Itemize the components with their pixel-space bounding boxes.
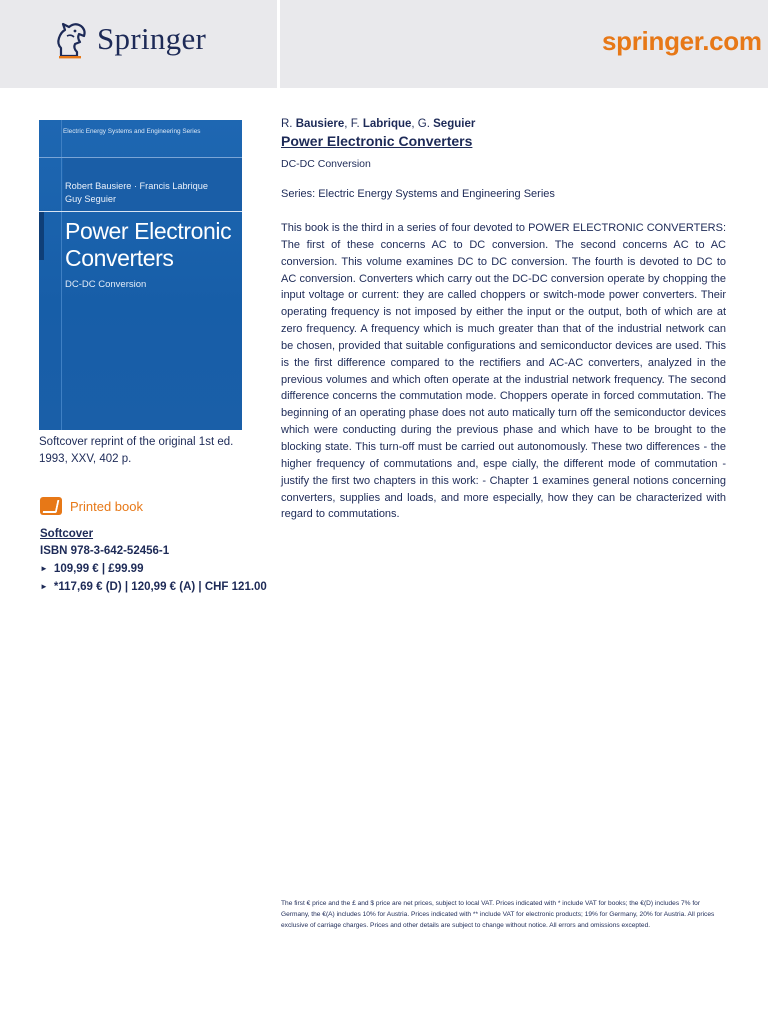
reprint-info: Softcover reprint of the original 1st ed. 1993, XXV, 402 p. <box>39 436 234 465</box>
book-series: Series: Electric Energy Systems and Engineering Series <box>281 188 555 200</box>
price-secondary: *117,69 € (D) | 120,99 € (A) | CHF 121.00 <box>53 581 267 593</box>
price-primary: 109,99 € | £99.99 <box>53 563 144 575</box>
author-initial: R. <box>281 118 293 130</box>
springer-logo[interactable] <box>53 18 206 60</box>
author-line: R. Bausiere, F. Labrique, G. Seguier <box>281 118 476 130</box>
binding-link[interactable]: Softcover <box>40 528 94 540</box>
author-initial: G. <box>417 118 430 130</box>
book-cover <box>39 120 242 430</box>
arrow-right-icon: ► <box>40 582 48 591</box>
book-description: This book is the third in a series of four devoted to POWER ELECTRONIC CONVERTERS: The first of these concerns AC to DC conversion. The second concerns AC to AC conversion. This volume examines DC to DC conversion. The fourth is devoted to DC to AC conversion. Converters which carry out the DC-DC conversion operate by chopping the input voltage or current: they are called choppers or switch-mode power converters. Their operating frequency is not imposed by either the input or the output, both of which are at zero frequency. A frequency which is much greater than that of the industrial network can be chosen, provided that suitable configurations and semiconductor devices are used. This is the first difference compared to the rectifiers and AC-AC converters, analyzed in the previous volumes and which often operate at the industrial network frequency. The second difference concerns the commutation mode. Choppers operate in forced commutation. The beginning of an operating phase does not auto matically turn off the semiconductor devices which were conducting during the previous phase and which have to be brought to the blocking state. This turn-off must be carried out autonomously. These two differences - the higher frequency of commutations and, espe cially, the different mode of commutation -justify the first two chapters in this work: - Chapter 1 examines general notions concerning converters, supplies and loads, and more especially, how they can be characterized with regard to commutations. <box>281 222 726 521</box>
cover-title-line2: Converters <box>65 245 174 271</box>
cover-divider <box>39 211 242 212</box>
cover-series: Electric Energy Systems and Engineering Series <box>63 128 201 135</box>
cover-authors <box>65 180 208 206</box>
author-surname[interactable]: Bausiere <box>295 118 345 130</box>
price-line <box>40 560 267 578</box>
purchase-info <box>40 526 267 596</box>
printed-book-label <box>40 497 143 515</box>
cover-authors-line1: Robert Bausiere · Francis Labrique <box>65 181 208 191</box>
arrow-right-icon: ► <box>40 564 48 573</box>
format-label: Printed book <box>70 498 143 514</box>
price-footnote: The first € price and the £ and $ price are net prices, subject to local VAT. Prices indicated with * include VAT for books; the €(D) includes 7% for Germany, the €(A) includes 10% for Austria. Prices indicated with ** include VAT for electronic products; 19% for Germany, 20% for Austria. All prices exclusive of carriage charges. Prices and other details are subject to change without notice. All errors and omissions excepted. <box>281 900 715 930</box>
cover-accent-bar <box>39 212 44 260</box>
site-link[interactable]: springer.com <box>602 26 762 56</box>
cover-guide-line <box>61 120 62 430</box>
book-title-link[interactable]: Power Electronic Converters <box>281 133 473 149</box>
price-line <box>40 578 267 596</box>
book-icon <box>40 497 62 515</box>
header-logo-panel <box>0 0 277 88</box>
header-site-panel <box>280 0 768 88</box>
cover-title <box>65 218 231 272</box>
brand-name: Springer <box>97 21 207 56</box>
cover-title-line1: Power Electronic <box>65 218 232 244</box>
springer-horse-icon <box>53 18 89 60</box>
author-surname[interactable]: Seguier <box>433 118 476 130</box>
isbn: ISBN 978-3-642-52456-1 <box>40 545 170 557</box>
author-surname[interactable]: Labrique <box>362 118 412 130</box>
cover-authors-line2: Guy Seguier <box>65 194 117 204</box>
book-details <box>281 118 726 523</box>
cover-subtitle: DC-DC Conversion <box>65 279 147 290</box>
author-initial: F. <box>350 118 360 130</box>
book-subtitle: DC-DC Conversion <box>281 158 371 170</box>
